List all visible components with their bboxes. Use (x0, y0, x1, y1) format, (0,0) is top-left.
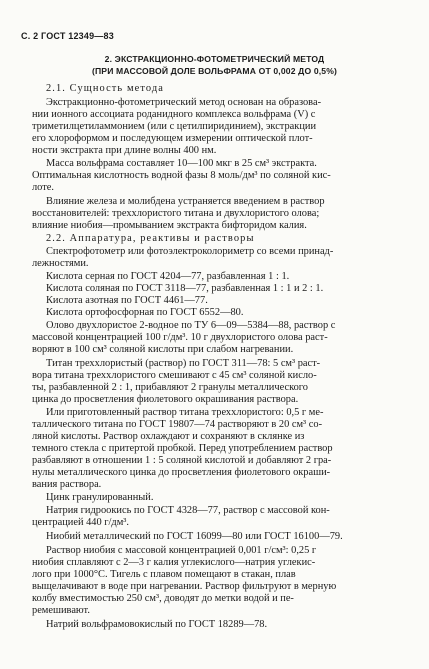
text-line: Титан треххлористый (раствор) по ГОСТ 311—78: 5 см³ раст- (46, 358, 321, 369)
text-line: Кислота серная по ГОСТ 4204—77, разбавленная 1 : 1. (46, 271, 290, 282)
text-line: темного стекла с притертой пробкой. Перед употреблением раствор (32, 443, 333, 454)
text-line: Кислота ортофосфорная по ГОСТ 6552—80. (46, 307, 244, 318)
text-line: нулы металлического цинка до просветления фиолетового окраши- (32, 467, 331, 478)
text-line: Цинк гранулированный. (46, 492, 154, 503)
text-line: Раствор ниобия с массовой концентрацией 0,001 г/см³: 0,25 г (46, 545, 317, 556)
text-line: Натрия гидроокись по ГОСТ 4328—77, раствор с массовой кон- (46, 505, 330, 516)
text-line: Влияние железа и молибдена устраняется введением в раствор (46, 196, 325, 207)
section-title: 2. ЭКСТРАКЦИОННО-ФОТОМЕТРИЧЕСКИЙ МЕТОД (104, 54, 325, 64)
text-line: ты, разбавленной 2 : 1, прибавляют 2 гранулы металлического (32, 382, 308, 393)
text-line: восстановителей: треххлористого титана и двухлористого олова; (32, 208, 320, 219)
text-line: выщелачивают в воде при нагревании. Раствор фильтруют в мерную (32, 581, 337, 592)
text-line: Кислота азотная по ГОСТ 4461—77. (46, 295, 208, 306)
text-line: таллического титана по ГОСТ 19807—74 растворяют в 20 см³ со- (32, 419, 323, 430)
section-subtitle: (ПРИ МАССОВОЙ ДОЛЕ ВОЛЬФРАМА ОТ 0,002 ДО 0,5%) (91, 66, 338, 76)
text-line: Кислота соляная по ГОСТ 3118—77, разбавленная 1 : 1 и 2 : 1. (46, 283, 324, 294)
text-line: нии ионного ассоциата роданидного комплекса вольфрама (V) с (32, 109, 316, 120)
text-line: триметилцетиламмонием (или с цетилпиридинием), экстракции (32, 121, 317, 132)
text-line: массовой концентрацией 100 г/дм³. 10 г двухлористого олова раст- (32, 332, 328, 343)
page-header: С. 2 ГОСТ 12349—83 (21, 31, 114, 41)
text-line: Экстракционно-фотометрический метод основан на образова- (46, 97, 322, 108)
text-line: Олово двухлористое 2-водное по ТУ 6—09—5384—88, раствор с (46, 320, 336, 331)
text-line: колбу вместимостью 250 см³, доводят до метки водой и пе- (32, 593, 294, 604)
text-line: Оптимальная кислотность водной фазы 8 моль/дм³ по соляной кис- (32, 170, 331, 181)
text-line: Масса вольфрама составляет 10—100 мкг в 25 см³ экстракта. (46, 158, 317, 169)
text-line: Ниобий металлический по ГОСТ 16099—80 или ГОСТ 16100—79. (46, 531, 343, 542)
text-line: цинка до просветления фиолетового окрашивания раствора. (32, 394, 299, 405)
subsection-heading: 2.2. Аппаратура, реактивы и растворы (46, 233, 255, 244)
text-line: воряют в 100 см³ соляной кислоты при слабом нагревании. (32, 344, 294, 355)
text-line: Или приготовленный раствор титана треххлористого: 0,5 г ме- (46, 407, 324, 418)
text-line: вания раствора. (32, 479, 102, 490)
text-line: лоте. (32, 182, 54, 193)
subsection-heading: 2.1. Сущность метода (46, 83, 164, 94)
text-line: ниобия сплавляют с 2—3 г калия углекислого—натрия углекис- (32, 557, 316, 568)
text-line: вора титана треххлористого смешивают с 45 см³ соляной кисло- (32, 370, 317, 381)
text-line: влияние ниобия—промыванием экстракта бифторидом калия. (32, 220, 307, 231)
text-line: его хлороформом и последующем измерении оптической плот- (32, 133, 313, 144)
text-line: ности экстракта при длине волны 400 нм. (32, 145, 217, 156)
text-line: Спектрофотометр или фотоэлектроколориметр со всеми принад- (46, 246, 334, 257)
text-line: центрацией 440 г/дм³. (32, 517, 130, 528)
text-line: разбавляют в отношении 1 : 5 соляной кислотой и добавляют 2 гра- (32, 455, 332, 466)
text-line: ремешивают. (32, 605, 90, 616)
text-line: Натрий вольфрамовокислый по ГОСТ 18289—78. (46, 619, 268, 630)
text-line: ляной кислоты. Раствор охлаждают и сохраняют в склянке из (32, 431, 305, 442)
text-line: лежностями. (32, 258, 89, 269)
text-line: лого при 1000°С. Тигель с плавом помещают в стакан, плав (32, 569, 296, 580)
